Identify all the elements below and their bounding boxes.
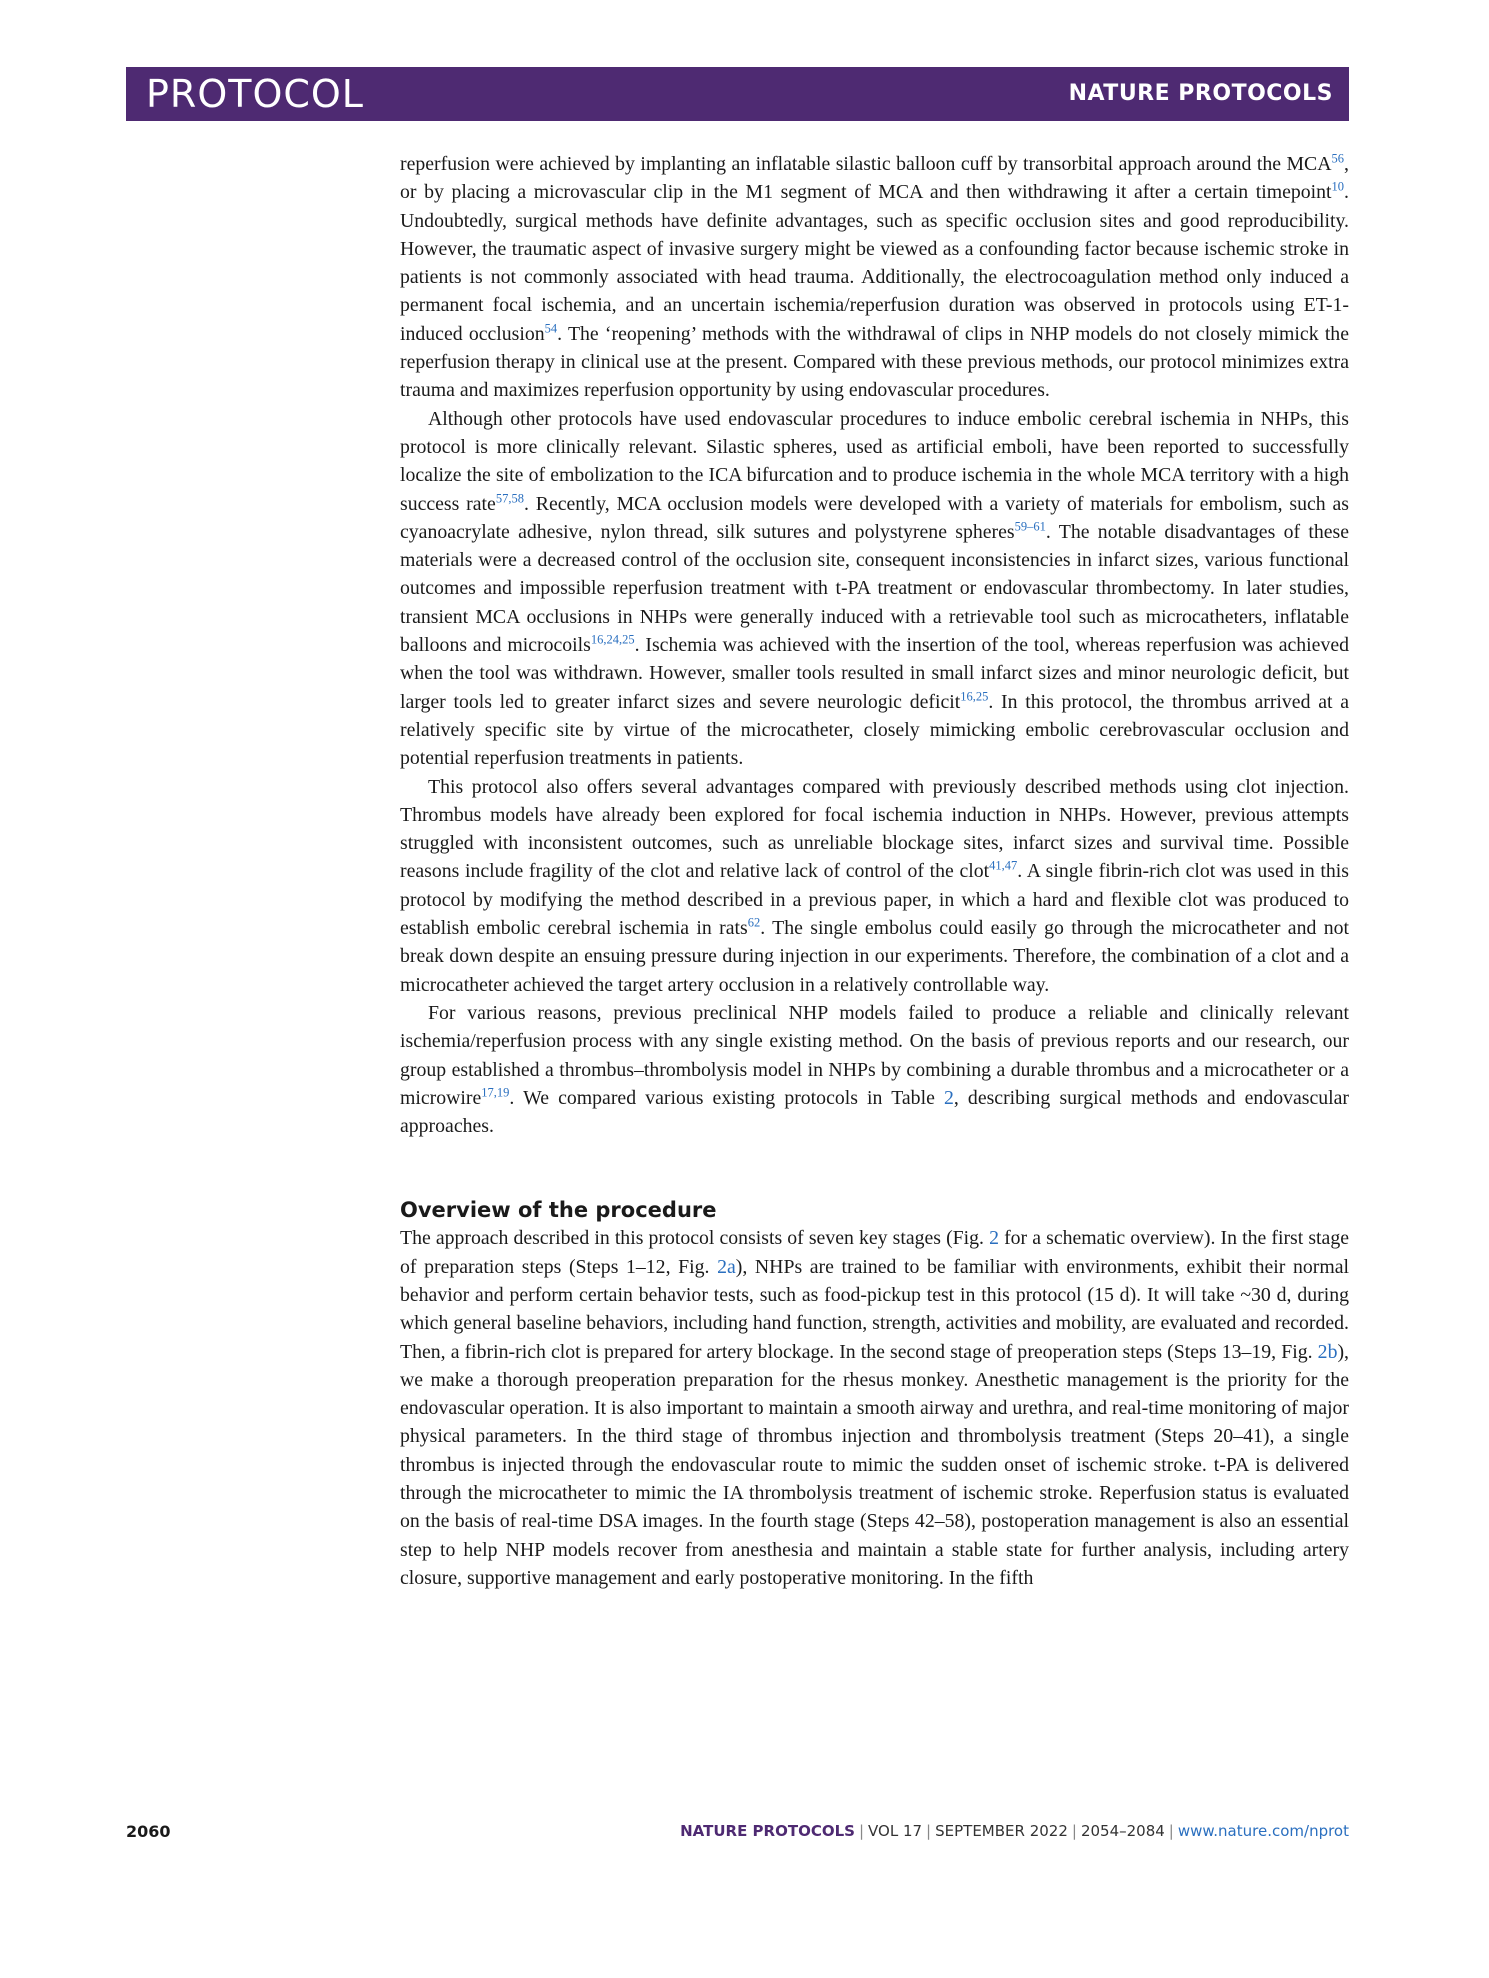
footer-url-link[interactable]: www.nature.com/nprot (1177, 1822, 1349, 1840)
citation-ref[interactable]: 16,25 (960, 689, 989, 704)
page-number: 2060 (126, 1822, 171, 1841)
citation-ref[interactable]: 62 (747, 915, 761, 930)
footer-journal: NATURE PROTOCOLS (680, 1822, 855, 1840)
footer-citation (680, 1822, 1349, 1840)
journal-name: NATURE PROTOCOLS (1068, 81, 1333, 106)
article-body (400, 150, 1349, 1592)
figure-link[interactable]: 2a (717, 1255, 736, 1278)
figure-link[interactable]: 2b (1317, 1340, 1338, 1363)
table-link[interactable]: 2 (943, 1086, 954, 1109)
section-heading: Overview of the procedure (400, 1198, 717, 1223)
paragraph-3: This protocol also offers several advantages compared with previously described methods using clot injection. Thrombus models have already been explored for focal ischemia induction in NHPs. However, previous attempts struggled with inconsistent outcomes, such as unreliable blockage sites, infarct sizes and survival time. Possible reasons include fragility of the clot and relative lack of control of the clot$^{41,47}$. A single fibrin-rich clot was used in this protocol by modifying the method described in a previous paper, in which a hard and flexible clot was produced to establish embolic cerebral ischemia in rats$^{62}$. The single embolus could easily go through the microcatheter and not break down despite an ensuing pressure during injection in our experiments. Therefore, the combination of a clot and a microcatheter achieved the target artery occlusion in a relatively controllable way. (400, 775, 1349, 996)
figure-link[interactable]: 2 (989, 1227, 999, 1250)
separator: | (926, 1822, 932, 1840)
citation-ref[interactable]: 57,58 (495, 490, 524, 505)
footer-volume: VOL 17 (868, 1822, 923, 1840)
citation-ref[interactable]: 10 (1331, 179, 1345, 194)
citation-ref[interactable]: 56 (1331, 151, 1345, 166)
citation-ref[interactable]: 54 (544, 321, 558, 336)
footer-date: SEPTEMBER 2022 (935, 1822, 1068, 1840)
paragraph-4: For various reasons, previous preclinical NHP models failed to produce a reliable and clinically relevant ischemia/reperfusion process with any single existing method. On the basis of previous reports and our research, our group established a thrombus–thrombolysis model in NHPs by combining a durable thrombus and a microcatheter or a microwire$^{17,19}$. We compared various existing protocols in Table 2, describing surgical methods and endovascular approaches. (400, 1001, 1349, 1138)
citation-ref[interactable]: 17,19 (481, 1085, 510, 1100)
section-label: PROTOCOL (146, 72, 364, 116)
header-banner (126, 67, 1349, 121)
separator: | (1071, 1822, 1077, 1840)
paragraph-5: The approach described in this protocol consists of seven key stages (Fig. 2 for a schematic overview). In the first stage of preparation steps (Steps 1–12, Fig. 2a), NHPs are trained to be familiar with environments, exhibit their normal behavior and perform certain behavior tests, such as food-pickup test in this protocol (15 d). It will take ~30 d, during which general baseline behaviors, including hand function, strength, activities and mobility, are evaluated and recorded. Then, a fibrin-rich clot is prepared for artery blockage. In the second stage of preoperation steps (Steps 13–19, Fig. 2b), we make a thorough preoperation preparation for the rhesus monkey. Anesthetic management is the priority for the endovascular operation. It is also important to maintain a smooth airway and urethra, and real-time monitoring of major physical parameters. In the third stage of thrombus injection and thrombolysis treatment (Steps 20–41), a single thrombus is injected through the endovascular route to mimic the sudden onset of ischemic stroke. t-PA is delivered through the microcatheter to mimic the IA thrombolysis treatment of ischemic stroke. Reperfusion status is evaluated on the basis of real-time DSA images. In the fourth stage (Steps 42–58), postoperation management is also an essential step to help NHP models recover from anesthesia and maintain a stable state for further analysis, including artery closure, supportive management and early postoperative monitoring. In the fifth (400, 1227, 1349, 1589)
citation-ref[interactable]: 41,47 (989, 858, 1018, 873)
page-footer (126, 1822, 1349, 1846)
paragraph-1: reperfusion were achieved by implanting an inflatable silastic balloon cuff by transorbital approach around the MCA$^{56}$, or by placing a microvascular clip in the M1 segment of MCA and then withdrawing it after a certain timepoint$^{10}$. Undoubtedly, surgical methods have definite advantages, such as specific occlusion sites and good reproducibility. However, the traumatic aspect of invasive surgery might be viewed as a confounding factor because ischemic stroke in patients is not commonly associated with head trauma. Additionally, the electrocoagulation method only induced a permanent focal ischemia, and an uncertain ischemia/reperfusion duration was observed in protocols using ET-1-induced occlusion$^{54}$. The ‘reopening’ methods with the withdrawal of clips in NHP models do not closely mimick the reperfusion therapy in clinical use at the present. Compared with these previous methods, our protocol minimizes extra trauma and maximizes reperfusion opportunity by using endovascular procedures. (400, 151, 1349, 402)
footer-pages: 2054–2084 (1080, 1822, 1165, 1840)
paragraph-2: Although other protocols have used endovascular procedures to induce embolic cerebral ischemia in NHPs, this protocol is more clinically relevant. Silastic spheres, used as artificial emboli, have been reported to successfully localize the site of embolization to the ICA bifurcation and to produce ischemia in the whole MCA territory with a high success rate$^{57,58}$. Recently, MCA occlusion models were developed with a variety of materials for embolism, such as cyanoacrylate adhesive, nylon thread, silk sutures and polystyrene spheres$^{59-61}$. The notable disadvantages of these materials were a decreased control of the occlusion site, consequent inconsistencies in infarct sizes, various functional outcomes and impossible reperfusion treatment with t-PA treatment or endovascular thrombectomy. In later studies, transient MCA occlusions in NHPs were generally induced with a retrievable tool such as microcatheters, inflatable balloons and microcoils$^{16,24,25}$. Ischemia was achieved with the insertion of the tool, whereas reperfusion was achieved when the tool was withdrawn. However, smaller tools resulted in small infarct sizes and minor neurologic deficit, but larger tools led to greater infarct sizes and severe neurologic deficit$^{16,25}$. In this protocol, the thrombus arrived at a relatively specific site by virtue of the microcatheter, closely mimicking embolic cerebrovascular occlusion and potential reperfusion treatments in patients. (400, 407, 1350, 770)
separator: | (858, 1822, 865, 1840)
separator: | (1168, 1822, 1174, 1840)
citation-ref[interactable]: 59–61 (1014, 519, 1046, 534)
citation-ref[interactable]: 16,24,25 (590, 632, 635, 647)
